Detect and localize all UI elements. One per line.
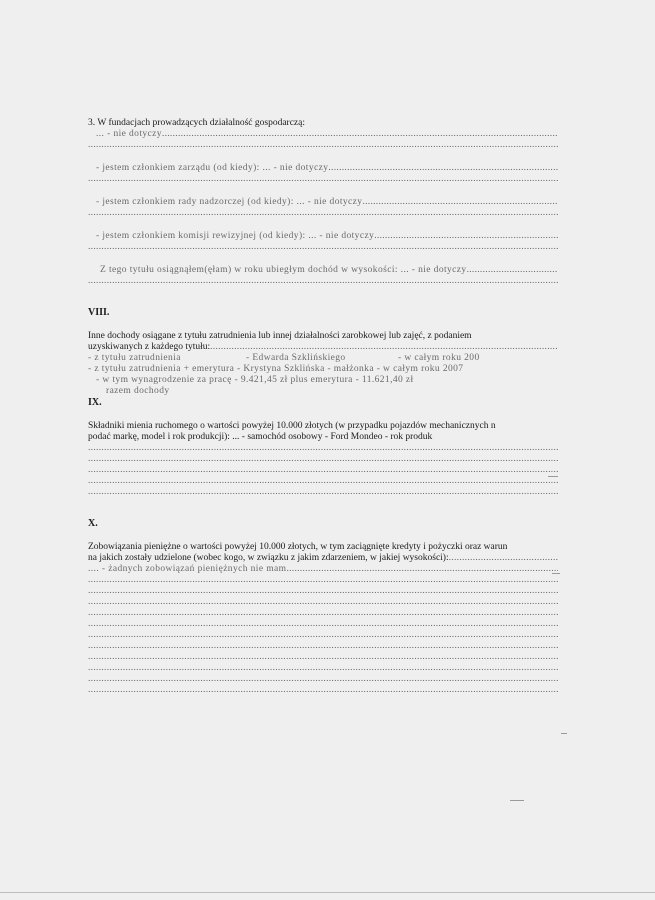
dotted-line	[88, 674, 558, 685]
dotted-line	[88, 652, 558, 663]
section9-heading: IX.	[88, 397, 102, 408]
section8-row1: - z tytułu zatrudnienia - Edwarda Szklińskiego - w całym roku 200	[88, 353, 480, 363]
dotted-line	[88, 242, 558, 253]
section8-heading: VIII.	[88, 307, 110, 318]
section8-row2: - z tytułu zatrudnienia + emerytura - Krystyna Szklińska - małżonka - w całym roku 2007	[88, 364, 464, 374]
dotted-line	[88, 663, 558, 674]
dotted-line	[88, 140, 558, 151]
scan-mark	[548, 476, 558, 477]
section10-intro-line2: na jakich zostały udzielone (wobec kogo, w związku z jakim zdarzeniem, w jakiej wysokości): .....	[88, 553, 558, 564]
section3-board: - jestem członkiem zarządu (od kiedy): ... - nie dotyczy .....	[88, 163, 558, 174]
dotted-line	[88, 575, 558, 586]
scan-mark	[552, 573, 560, 574]
section8-intro-line2: uzyskiwanych z każdego tytułu: .....	[88, 342, 558, 353]
dotted-line	[88, 174, 558, 185]
dotted-line	[88, 454, 558, 465]
section9-intro-line2: podać markę, model i rok produkcji): ... - samochód osobowy - Ford Mondeo - rok produk	[88, 432, 433, 442]
scan-mark	[561, 733, 567, 734]
section3-supervisory: - jestem członkiem rady nadzorczej (od kiedy): ... - nie dotyczy .....	[88, 197, 558, 208]
section8-row4: razem dochody	[106, 386, 170, 396]
section3-income: Z tego tytułu osiągnąłem(ęłam) w roku ubiegłym dochód w wysokości: ... - nie dotyczy .....	[88, 265, 558, 276]
dotted-line	[88, 465, 558, 476]
dotted-line	[88, 208, 558, 219]
section10-heading: X.	[88, 518, 98, 529]
section8-intro-line1: Inne dochody osiągane z tytułu zatrudnienia lub innej działalności zarobkowej lub zajęć, z podaniem	[88, 331, 472, 341]
section10-intro-line1: Zobowiązania pieniężne o wartości powyżej 10.000 złotych, w tym zaciągnięte kredyty i pożyczki oraz warun	[88, 542, 508, 552]
dotted-line	[88, 276, 558, 287]
dotted-line	[88, 476, 558, 487]
dotted-leader	[162, 129, 558, 139]
dotted-line	[88, 619, 558, 630]
section3-title: 3. W fundacjach prowadzących działalność gospodarczą:	[88, 118, 305, 128]
scan-mark	[510, 800, 524, 801]
dotted-line	[88, 586, 558, 597]
section3-line1: ... - nie dotyczy .....	[88, 129, 558, 140]
declaration-content	[88, 118, 558, 696]
dotted-line	[88, 608, 558, 619]
section3-audit: - jestem członkiem komisji rewizyjnej (od kiedy): ... - nie dotyczy .....	[88, 231, 558, 242]
dotted-line	[88, 487, 558, 498]
section9-intro-line1: Składniki mienia ruchomego o wartości powyżej 10.000 złotych (w przypadku pojazdów mechanicznych n	[88, 421, 496, 431]
page-bottom-edge	[0, 892, 655, 893]
dotted-line	[88, 685, 558, 696]
dotted-line	[88, 597, 558, 608]
section8-row3: - w tym wynagrodzenie za pracę - 9.421,45 zł plus emerytura - 11.621,40 zł	[96, 375, 414, 385]
dotted-line	[88, 641, 558, 652]
dotted-line	[88, 630, 558, 641]
section10-line1: .... - żadnych zobowiązań pieniężnych nie mam .....	[88, 564, 558, 575]
dotted-line	[88, 443, 558, 454]
